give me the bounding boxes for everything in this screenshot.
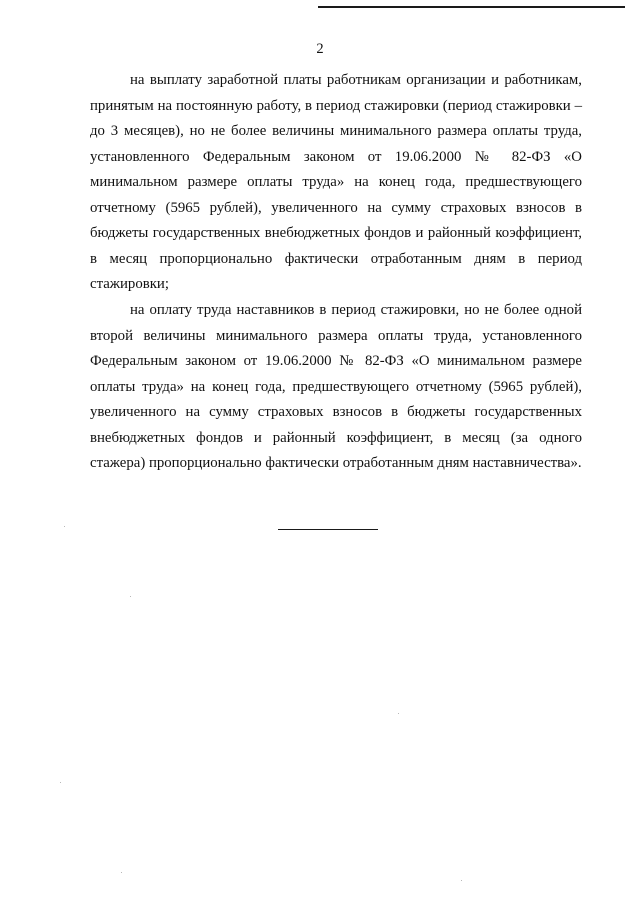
paragraph-line: минимальном размере оплаты труда» на конец года, предшествующего xyxy=(90,174,582,190)
paragraph-line: установленного Федеральным законом от 19.06.2000 № 82-ФЗ «О xyxy=(90,149,582,165)
paragraph-line: принятым на постоянную работу, в период стажировки (период стажировки – xyxy=(90,98,582,114)
paragraph-line: стажера) пропорционально фактически отработанным дням наставничества». xyxy=(90,455,582,471)
paragraph-line: на выплату заработной платы работникам организации и работникам, xyxy=(130,72,582,88)
header-rule xyxy=(318,6,625,8)
paragraph-line: оплаты труда» на конец года, предшествующего отчетному (5965 рублей), xyxy=(90,379,582,395)
paragraph-line: в месяц пропорционально фактически отработанным дням в период xyxy=(90,251,582,267)
paragraph-line: второй величины минимального размера оплаты труда, установленного xyxy=(90,328,582,344)
scan-speck xyxy=(121,872,122,873)
paragraph-line: на оплату труда наставников в период стажировки, но не более одной xyxy=(130,302,582,318)
paragraph-line: отчетному (5965 рублей), увеличенного на сумму страховых взносов в xyxy=(90,200,582,216)
paragraph-line: бюджеты государственных внебюджетных фондов и районный коэффициент, xyxy=(90,225,582,241)
paragraph-line: Федеральным законом от 19.06.2000 № 82-ФЗ «О минимальном размере xyxy=(90,353,582,369)
scan-speck xyxy=(60,782,61,783)
paragraph-line: внебюджетных фондов и районный коэффициент, в месяц (за одного xyxy=(90,430,582,446)
page-number: 2 xyxy=(316,41,324,57)
end-of-text-rule xyxy=(278,529,378,530)
paragraph-line: до 3 месяцев), но не более величины минимального размера оплаты труда, xyxy=(90,123,582,139)
paragraph-line: увеличенного на сумму страховых взносов в бюджеты государственных xyxy=(90,404,582,420)
paragraph-line: стажировки; xyxy=(90,276,169,292)
scan-speck xyxy=(130,596,131,597)
scan-speck xyxy=(461,880,462,881)
scan-speck xyxy=(398,713,399,714)
scan-speck xyxy=(64,526,65,527)
